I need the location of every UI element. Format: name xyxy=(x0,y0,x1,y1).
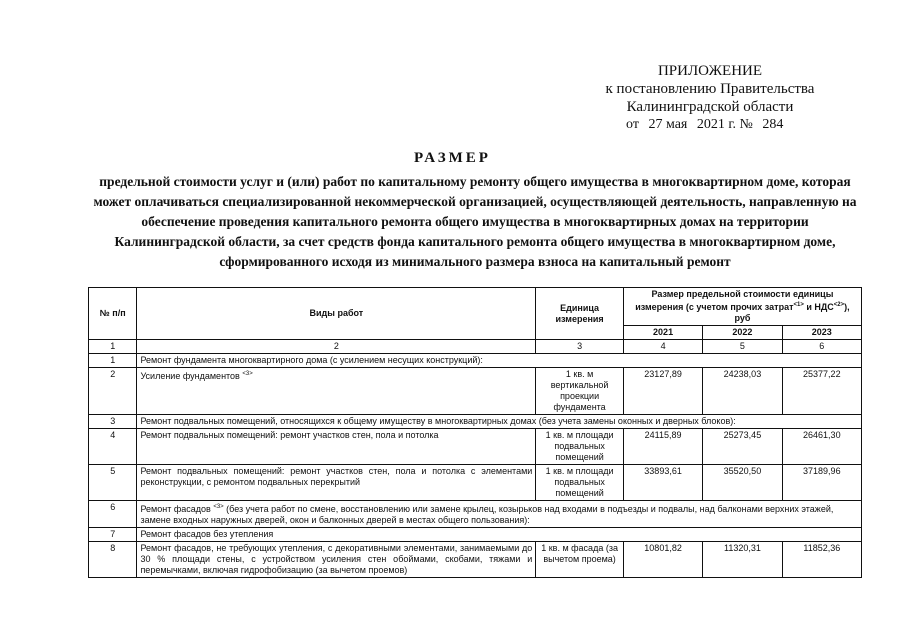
section-text xyxy=(137,501,862,528)
value-2021: 23127,89 xyxy=(623,368,702,415)
unit-cell: 1 кв. м площади подвальных помещений xyxy=(536,429,624,465)
value-2021: 33893,61 xyxy=(623,465,702,501)
work-sup: <3> xyxy=(242,371,253,377)
header-num: № п/п xyxy=(89,288,137,340)
colnum-4: 4 xyxy=(623,340,702,354)
document-number: 284 xyxy=(762,117,784,132)
document-subheading: предельной стоимости услуг и (или) работ по капитальному ремонту общего имущества в многоквартирном доме, которая может оплачиваться специализированной некоммерческой организацией, осуществляющей деятельность, направленную на обеспечение проведения капитального ремонта общего имущества в многоквартирных домах на территории Калининградской области, за счет средств фонда капитального ремонта общего имущества в многоквартирном доме, сформированного исходя из минимального размера взноса на капитальный ремонт xyxy=(93,174,857,269)
header-year-2022: 2022 xyxy=(703,326,782,340)
unit-cell: 1 кв. м фасада (за вычетом проема) xyxy=(536,542,624,578)
header-price-sup-2: <2> xyxy=(833,302,845,308)
appendix-line-1: к постановлению Правительства xyxy=(605,81,815,97)
document-heading: РАЗМЕР xyxy=(414,150,491,166)
header-price xyxy=(623,288,861,326)
value-2021: 24115,89 xyxy=(623,429,702,465)
table-row xyxy=(89,465,862,501)
work-cell: Ремонт подвальных помещений: ремонт участков стен, пола и потолка xyxy=(137,429,536,465)
colnum-2: 2 xyxy=(137,340,536,354)
appendix-block xyxy=(560,62,860,134)
appendix-title: ПРИЛОЖЕНИЕ xyxy=(657,63,763,79)
colnum-5: 5 xyxy=(703,340,782,354)
section-text-b: (без учета работ по смене, восстановлению или замене крылец, козырьков над входами в подъезды и подвалы, над балконами верхних этажей, замене входных наружных дверей, окон и балконных дверей в местах общего пользования): xyxy=(140,504,834,525)
unit-cell: 1 кв. м площади подвальных помещений xyxy=(536,465,624,501)
table-row xyxy=(89,368,862,415)
value-2022: 24238,03 xyxy=(703,368,782,415)
value-2023: 37189,96 xyxy=(782,465,861,501)
date-day: 27 мая xyxy=(648,117,688,132)
header-year-2023: 2023 xyxy=(782,326,861,340)
value-2023: 11852,36 xyxy=(782,542,861,578)
value-2023: 25377,22 xyxy=(782,368,861,415)
table-colnum-row xyxy=(89,340,862,354)
work-cell xyxy=(137,368,536,415)
table-row xyxy=(89,542,862,578)
colnum-3: 3 xyxy=(536,340,624,354)
section-text: Ремонт фундамента многоквартирного дома (с усилением несущих конструкций): xyxy=(137,354,862,368)
section-text: Ремонт фасадов без утепления xyxy=(137,528,862,542)
section-text-a: Ремонт фасадов xyxy=(140,504,211,514)
appendix-date xyxy=(560,116,860,134)
header-work: Виды работ xyxy=(137,288,536,340)
header-price-sup-1: <1> xyxy=(793,302,804,308)
table-row xyxy=(89,429,862,465)
row-num: 7 xyxy=(89,528,137,542)
header-price-end: ), руб xyxy=(734,302,850,323)
value-2022: 11320,31 xyxy=(703,542,782,578)
price-table xyxy=(88,287,862,578)
row-num: 4 xyxy=(89,429,137,465)
value-2022: 35520,50 xyxy=(703,465,782,501)
row-num: 8 xyxy=(89,542,137,578)
section-sup: <3> xyxy=(213,504,224,510)
table-header-row xyxy=(89,288,862,326)
row-num: 3 xyxy=(89,415,137,429)
date-year: 2021 г. № xyxy=(696,117,753,132)
colnum-6: 6 xyxy=(782,340,861,354)
header-price-mid: и НДС xyxy=(803,302,834,312)
row-num: 5 xyxy=(89,465,137,501)
header-price-text: Размер предельной стоимости единицы измерения (с учетом прочих затрат xyxy=(635,289,834,312)
appendix-line-2: Калининградской области xyxy=(626,99,794,115)
header-unit: Единица измерения xyxy=(536,288,624,340)
work-cell: Ремонт подвальных помещений: ремонт участков стен, пола и потолка с элементами реконструкции, с ремонтом подвальных перекрытий xyxy=(137,465,536,501)
date-prefix: от xyxy=(626,117,639,132)
table-row xyxy=(89,354,862,368)
table-row xyxy=(89,528,862,542)
work-cell: Ремонт фасадов, не требующих утепления, с декоративными элементами, занимаемыми до 30 % площади стены, с устройством усиления стен обоймами, скобами, тяжами и перемычками, включая гидрофобизацию (за вычетом проемов) xyxy=(137,542,536,578)
row-num: 1 xyxy=(89,354,137,368)
section-text: Ремонт подвальных помещений, относящихся к общему имуществу в многоквартирных домах (без учета замены оконных и дверных блоков): xyxy=(137,415,862,429)
table-row xyxy=(89,501,862,528)
value-2021: 10801,82 xyxy=(623,542,702,578)
header-year-2021: 2021 xyxy=(623,326,702,340)
row-num: 6 xyxy=(89,501,137,528)
row-num: 2 xyxy=(89,368,137,415)
table-row xyxy=(89,415,862,429)
value-2023: 26461,30 xyxy=(782,429,861,465)
work-text: Усиление фундаментов xyxy=(140,371,240,381)
unit-cell: 1 кв. м вертикальной проекции фундамента xyxy=(536,368,624,415)
colnum-1: 1 xyxy=(89,340,137,354)
value-2022: 25273,45 xyxy=(703,429,782,465)
